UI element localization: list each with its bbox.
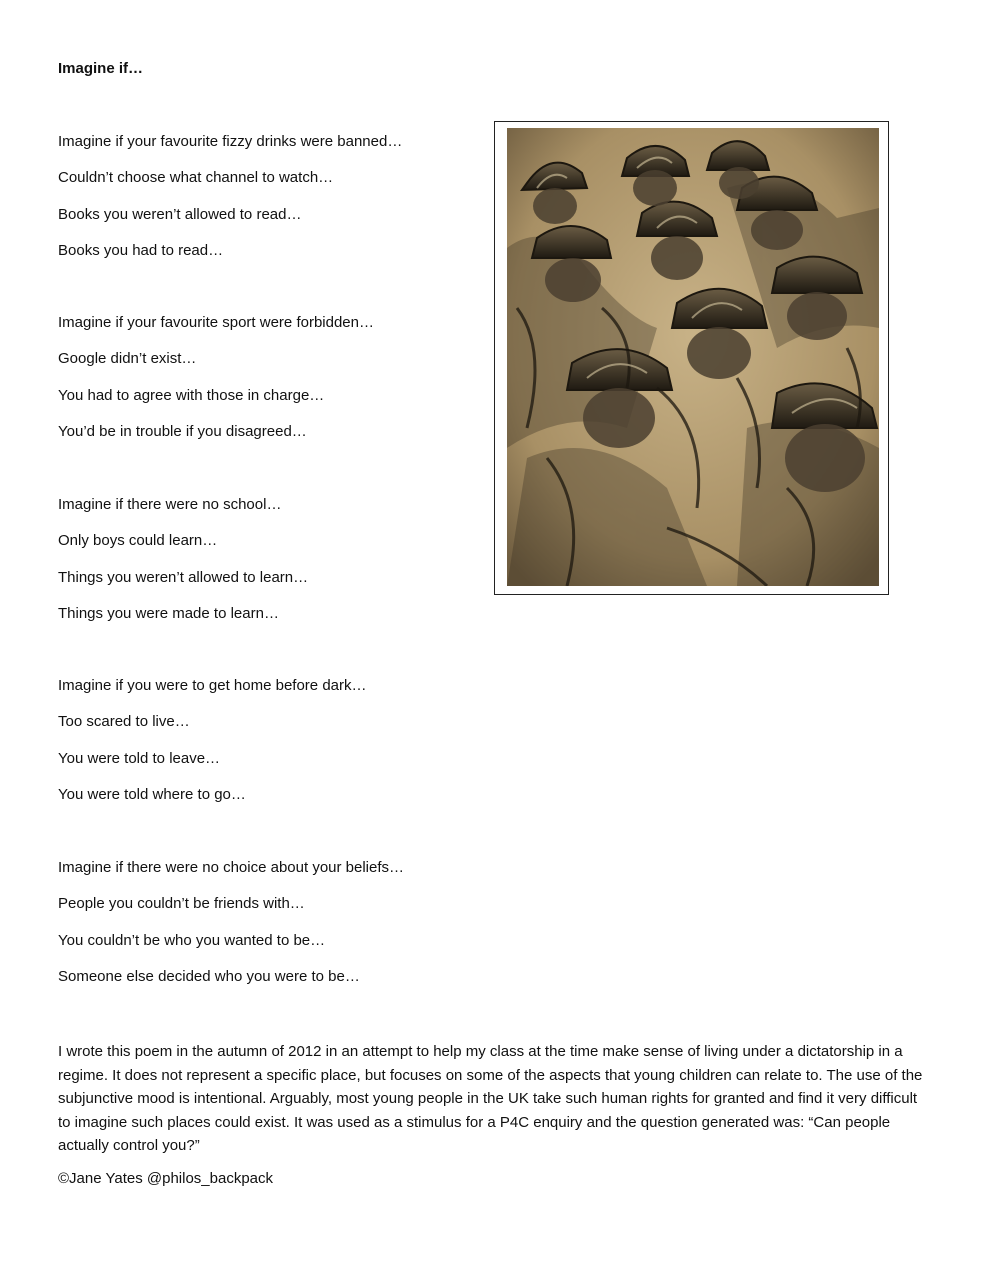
poem-line: Someone else decided who you were to be… [58,968,360,986]
poem-line: Books you weren’t allowed to read… [58,205,302,223]
poem-title: Imagine if… [58,60,144,77]
stanza-5 [58,858,404,1004]
poem-line: People you couldn’t be friends with… [58,895,305,913]
soldiers-sketch-illustration [507,128,879,586]
poem-line: You were told where to go… [58,786,246,804]
poem-line: Things you weren’t allowed to learn… [58,568,309,586]
poem-line: Books you had to read… [58,242,224,260]
poem-line: Imagine if your favourite fizzy drinks were banned… [58,133,403,150]
poem-line: Imagine if your favourite sport were forbidden… [58,314,374,331]
stanza-3 [58,495,308,641]
poem-line: You couldn’t be who you wanted to be… [58,931,326,949]
stanza-4 [58,676,367,822]
poem-line: Things you were made to learn… [58,605,279,623]
poem-line: Imagine if you were to get home before dark… [58,677,367,694]
poem-line: Imagine if there were no choice about your beliefs… [58,859,405,876]
copyright-line: ©Jane Yates @philos_backpack [58,1170,274,1187]
author-note: I wrote this poem in the autumn of 2012 in an attempt to help my class at the time make sense of living under a dictatorship in a regime. It does not represent a specific place, but focuses on some of the aspects that young children can relate to. The use of the subjunctive mood is intentional. Arguably, most young people in the UK take such human rights for granted and find it very difficult to imagine such places could exist. It was used as a stimulus for a P4C enquiry and the question generated was: “Can people actually control you?” [58,1043,923,1154]
poem-line: You were told to leave… [58,749,221,767]
stanza-1 [58,132,402,278]
poem-line: Google didn’t exist… [58,350,197,368]
poem-line: Imagine if there were no school… [58,496,282,513]
poem-line: You had to agree with those in charge… [58,386,325,404]
stanza-2 [58,313,374,459]
poem-line: You’d be in trouble if you disagreed… [58,423,307,441]
poem-line: Couldn’t choose what channel to watch… [58,169,334,187]
poem-line: Only boys could learn… [58,532,218,550]
poem-line: Too scared to live… [58,713,190,731]
illustration-frame [494,121,889,595]
